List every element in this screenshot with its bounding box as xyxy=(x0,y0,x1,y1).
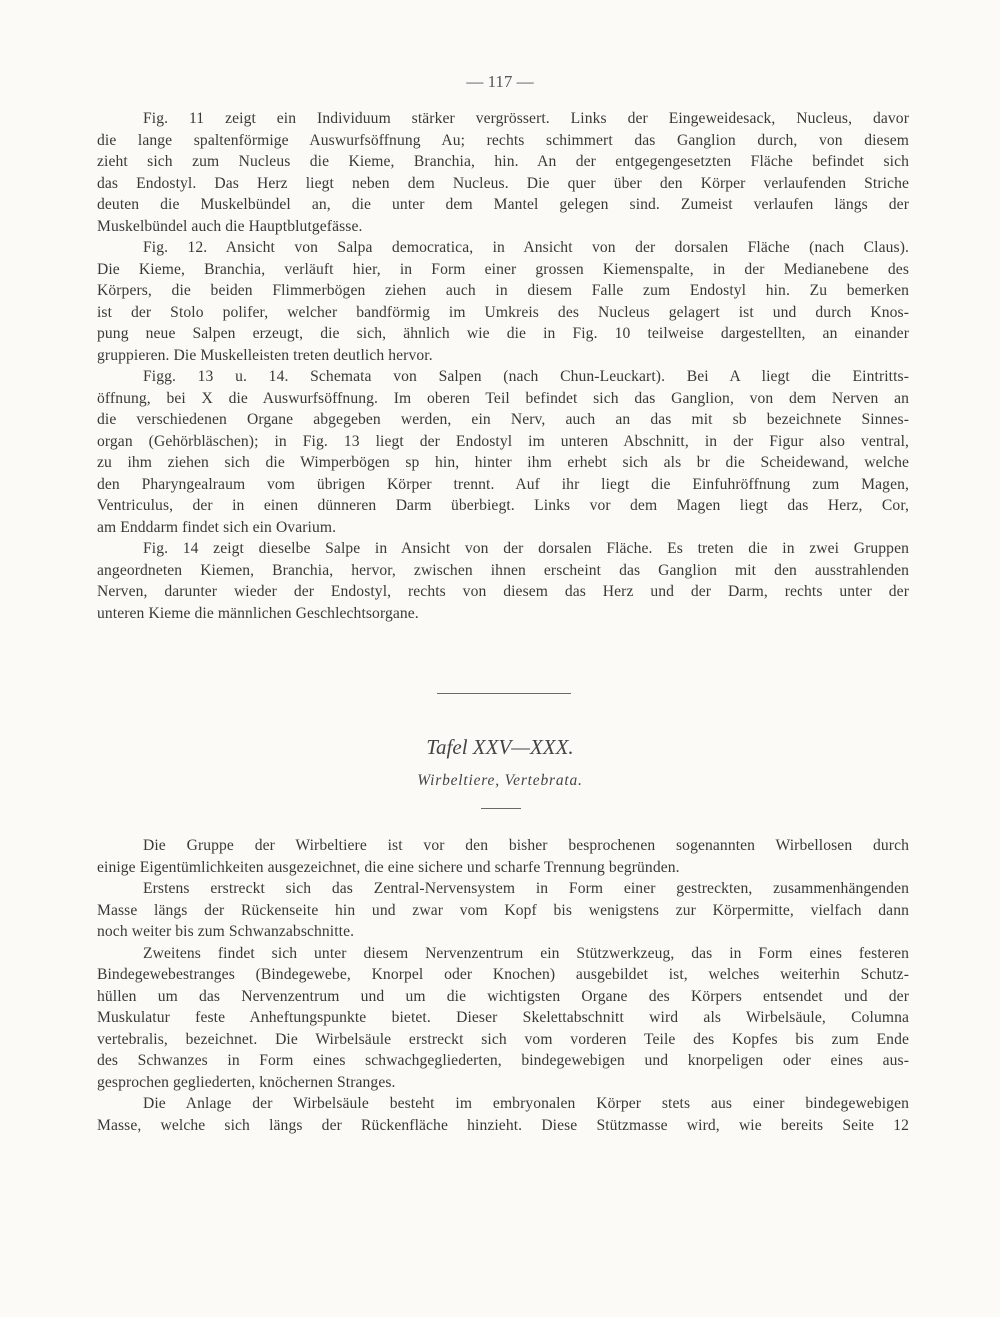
page-number: — 117 — xyxy=(466,72,534,91)
text-line: vertebralis, bezeichnet. Die Wirbelsäule erstreckt sich vom vorderen Teile des Kopfes bis zum Ende xyxy=(97,1030,909,1048)
text-line: Die Anlage der Wirbelsäule besteht im embryonalen Körper stets aus einer bindegewebigen xyxy=(143,1095,909,1112)
text-line: Muskelbündel auch die Hauptblutgefässe. xyxy=(97,217,363,235)
text-line: Masse, welche sich längs der Rückenfläche hinzieht. Diese Stützmasse wird, wie bereits Seite 12 xyxy=(97,1116,909,1134)
text-line: Die Kieme, Branchia, verläuft hier, in Form einer grossen Kiemenspalte, in der Medianebene des xyxy=(97,260,909,278)
plate-subtitle: Wirbeltiere, Vertebrata. xyxy=(417,772,583,789)
text-line: die verschiedenen Organe abgegeben werden, ein Nerv, auch an das mit sb bezeichnete Sinnes- xyxy=(97,411,909,428)
text-line: des Schwanzes in Form eines schwachgegliederten, bindegewebigen und knorpeligen oder eines aus- xyxy=(97,1052,909,1069)
text-line: zieht sich zum Nucleus die Kieme, Branchia, hin. An der entgegengesetzten Fläche befindet sich xyxy=(97,153,909,170)
text-line: organ (Gehörbläschen); in Fig. 13 liegt der Endostyl im unteren Abschnitt, in der Figur also ventral, xyxy=(97,432,909,450)
section-salpen-text xyxy=(97,108,909,624)
text-line: Die Gruppe der Wirbeltiere ist vor den bisher besprochenen sogenannten Wirbellosen durch xyxy=(143,837,909,854)
plate-title: Tafel XXV—XXX. xyxy=(426,735,574,759)
text-line: Fig. 14 zeigt dieselbe Salpe in Ansicht von der dorsalen Fläche. Es treten die in zwei Gruppen xyxy=(143,540,909,557)
text-line: Körpers, die beiden Flimmerbögen ziehen auch in diesem Falle zum Endostyl hin. Zu bemerken xyxy=(97,282,909,299)
text-line: Ventriculus, der in einen dünneren Darm überbiegt. Links vor dem Magen liegt das Herz, Cor, xyxy=(97,497,909,514)
text-line: Fig. 11 zeigt ein Individuum stärker vergrössert. Links der Eingeweidesack, Nucleus, davor xyxy=(143,110,909,127)
text-line: deuten die Muskelbündel an, die unter dem Mantel gelegen sind. Zumeist verlaufen längs der xyxy=(97,196,909,213)
text-line: den Pharyngealraum vom übrigen Körper trennt. Auf ihr liegt die Einfuhröffnung zum Magen, xyxy=(97,475,909,493)
text-line: Fig. 12. Ansicht von Salpa democratica, in Ansicht von der dorsalen Fläche (nach Claus). xyxy=(143,239,909,256)
text-line: Zweitens findet sich unter diesem Nervenzentrum ein Stützwerkzeug, das in Form eines festeren xyxy=(143,944,909,962)
text-line: pung neue Salpen erzeugt, die sich, ähnlich wie die in Fig. 10 teilweise dargestellten, an einander xyxy=(97,325,909,342)
section-divider xyxy=(437,693,571,694)
short-divider xyxy=(481,808,521,809)
text-line: gesprochen gegliederten, knöchernen Stranges. xyxy=(97,1073,396,1091)
text-line: am Enddarm findet sich ein Ovarium. xyxy=(97,518,337,536)
text-line: die lange spaltenförmige Auswurfsöffnung Au; rechts schimmert das Ganglion durch, von diesem xyxy=(97,131,909,149)
text-line: zu ihm ziehen sich die Wimperbögen sp hin, hinter ihm erhebt sich als br die Scheidewand, welche xyxy=(97,454,909,471)
text-line: das Endostyl. Das Herz liegt neben dem Nucleus. Die quer über den Körper verlaufenden Striche xyxy=(97,174,909,192)
text-line: Erstens erstreckt sich das Zentral-Nervensystem in Form einer gestreckten, zusammenhängenden xyxy=(143,880,909,897)
text-line: unteren Kieme die männlichen Geschlechtsorgane. xyxy=(97,604,419,622)
text-line: Bindegewebestranges (Bindegewebe, Knorpel oder Knochen) ausgebildet ist, welches weiterhin Schutz- xyxy=(97,966,909,983)
text-line: Masse längs der Rückenseite hin und zwar vom Kopf bis wenigstens zur Körpermitte, vielfach dann xyxy=(97,901,909,919)
section-wirbeltiere-text xyxy=(97,835,909,1136)
text-line: hüllen um das Nervenzentrum und um die wichtigsten Organe des Körpers entsendet und der xyxy=(97,987,909,1005)
text-line: öffnung, bei X die Auswurfsöffnung. Im oberen Teil befindet sich das Ganglion, von dem Nerven an xyxy=(97,389,909,407)
text-line: Muskulatur feste Anheftungspunkte bietet. Dieser Skelettabschnitt wird als Wirbelsäule, Columna xyxy=(97,1009,909,1026)
text-line: noch weiter bis zum Schwanzabschnitte. xyxy=(97,923,355,940)
text-line: angeordneten Kiemen, Branchia, hervor, zwischen ihnen erscheint das Ganglion mit den ausstrahlenden xyxy=(97,561,909,579)
text-line: Nerven, darunter wieder der Endostyl, rechts von diesem das Herz und der Darm, rechts unter der xyxy=(97,583,909,600)
text-line: gruppieren. Die Muskelleisten treten deutlich hervor. xyxy=(97,346,433,364)
text-line: einige Eigentümlichkeiten ausgezeichnet, die eine sichere und scharfe Trennung begründen. xyxy=(97,858,680,876)
text-line: ist der Stolo polifer, welcher bandförmig im Umkreis des Nucleus gelagert ist und durch Knos- xyxy=(97,303,909,321)
text-line: Figg. 13 u. 14. Schemata von Salpen (nach Chun-Leuckart). Bei A liegt die Eintritts- xyxy=(143,368,909,385)
